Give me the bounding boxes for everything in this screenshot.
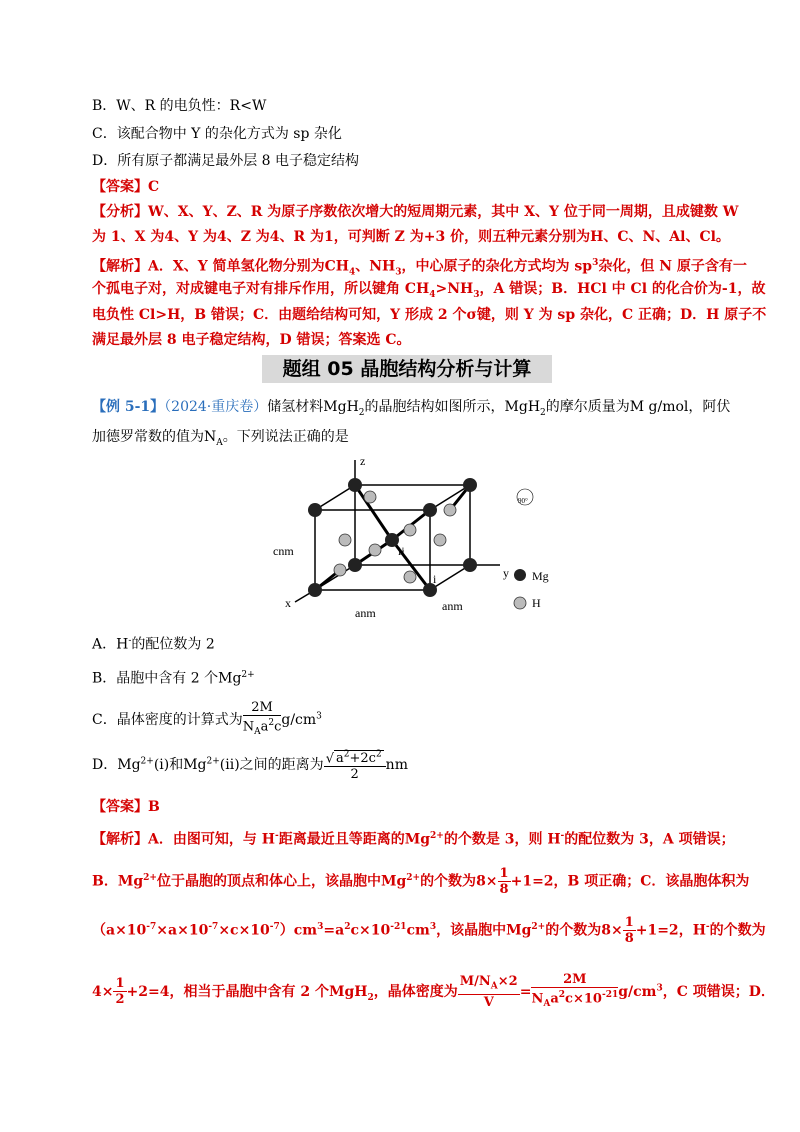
- analysis-line-1: 【分析】W、X、Y、Z、R 为原子序数依次增大的短周期元素，其中 X、Y 位于同一周期，且成键数 W: [92, 204, 739, 220]
- answer-2: 【答案】B: [92, 799, 160, 815]
- svg-text:x: x: [285, 596, 291, 610]
- explain1-line-4: 满足最外层 8 电子稳定结构，D 错误；答案选 C。: [92, 332, 411, 348]
- answer-1: 【答案】C: [92, 179, 160, 195]
- crystal-cell-figure: [270, 455, 570, 625]
- section-title: 题组 05 晶胞结构分析与计算: [262, 355, 552, 383]
- svg-text:anm: anm: [442, 599, 463, 613]
- explain2-line-4: 4× $\frac{1}{2}$ +2=4，相当于晶胞中含有 2 个MgH$_2$，晶体密度为 $\frac{M/N_A\times 2}{V}$ = $\frac{2M}{N_Aa^2c\times 10^{-21}}$ $g/cm^3$，C 项错误；D．: [92, 972, 775, 1011]
- option-d: D．$Mg^{2+}(i)$和$Mg^{2+}(ii)$之间的距离为 $\frac{√ a^2+2c^2}{2}$ nm: [92, 750, 408, 783]
- option-b: B．晶胞中含有 2 个$Mg^{2+}$: [92, 670, 255, 687]
- option-b-prev: B．W、R 的电负性：R<W: [92, 98, 267, 114]
- explain1-line-1: 【解析】A．X、Y 简单氢化物分别为$CH_4$、$NH_3$，中心原子的杂化方式均为 $sp^3$杂化，但 N 原子含有一: [92, 258, 747, 278]
- example-line-1: 【例 5-1】（2024·重庆卷）储氢材料MgH$_2$的晶胞结构如图所示，MgH$_2$的摩尔质量为M g/mol，阿伏: [92, 399, 731, 418]
- option-c-prev: C．该配合物中 Y 的杂化方式为 sp 杂化: [92, 126, 342, 142]
- explain1-line-2: 个孤电子对，对成键电子对有排斥作用，所以键角 $CH_4>NH_3$，A 错误；B．HCl 中 Cl 的化合价为-1，故: [92, 281, 766, 300]
- explain2-line-1: 【解析】A．由图可知，与 H-距离最近且等距离的$Mg^{2+}$的个数是 3，则 H-的配位数为 3，A 项错误；: [92, 831, 735, 848]
- option-c: C．晶体密度的计算式为 $\frac{2M}{N_Aa^2c}$ $g/cm^3$: [92, 700, 322, 737]
- svg-text:90°: 90°: [518, 497, 528, 505]
- explain2-line-2: B．$Mg^{2+}$位于晶胞的顶点和体心上，该晶胞中$Mg^{2+}$的个数为8× $\frac{1}{8}$ +1=2，B 项正确；C．该晶胞体积为: [92, 866, 750, 897]
- svg-text:z: z: [360, 455, 366, 468]
- svg-text:cnm: cnm: [273, 544, 294, 558]
- analysis-line-2: 为 1、X 为4、Y 为4、Z 为4、R 为1，可判断 Z 为+3 价，则五种元素分别为H、C、N、Al、Cl。: [92, 229, 730, 245]
- explain1-line-3: 电负性 Cl>H，B 错误；C．由题给结构可知，Y 形成 2 个σ键，则 Y 为 sp 杂化，C 正确；D．H 原子不: [92, 307, 767, 323]
- svg-text:i: i: [433, 572, 437, 586]
- svg-text:y: y: [503, 566, 509, 580]
- option-d-prev: D．所有原子都满足最外层 8 电子稳定结构: [92, 153, 360, 169]
- svg-text:Mg: Mg: [532, 569, 549, 583]
- svg-text:H: H: [532, 596, 541, 610]
- svg-text:ii: ii: [398, 544, 405, 558]
- option-a: A．H-的配位数为 2: [92, 636, 215, 653]
- svg-text:anm: anm: [355, 606, 376, 620]
- explain2-line-3: $(a\times 10^{-7}\times a\times 10^{-7}\times c\times 10^{-7})cm^3=a^2c\times 10^{-21}cm^3$，该晶胞中$Mg^{2+}$的个数为8× $\frac{1}{8}$ +1=2，H-的个数为: [92, 915, 766, 946]
- example-line-2: 加德罗常数的值为$N_A$。下列说法正确的是: [92, 429, 349, 448]
